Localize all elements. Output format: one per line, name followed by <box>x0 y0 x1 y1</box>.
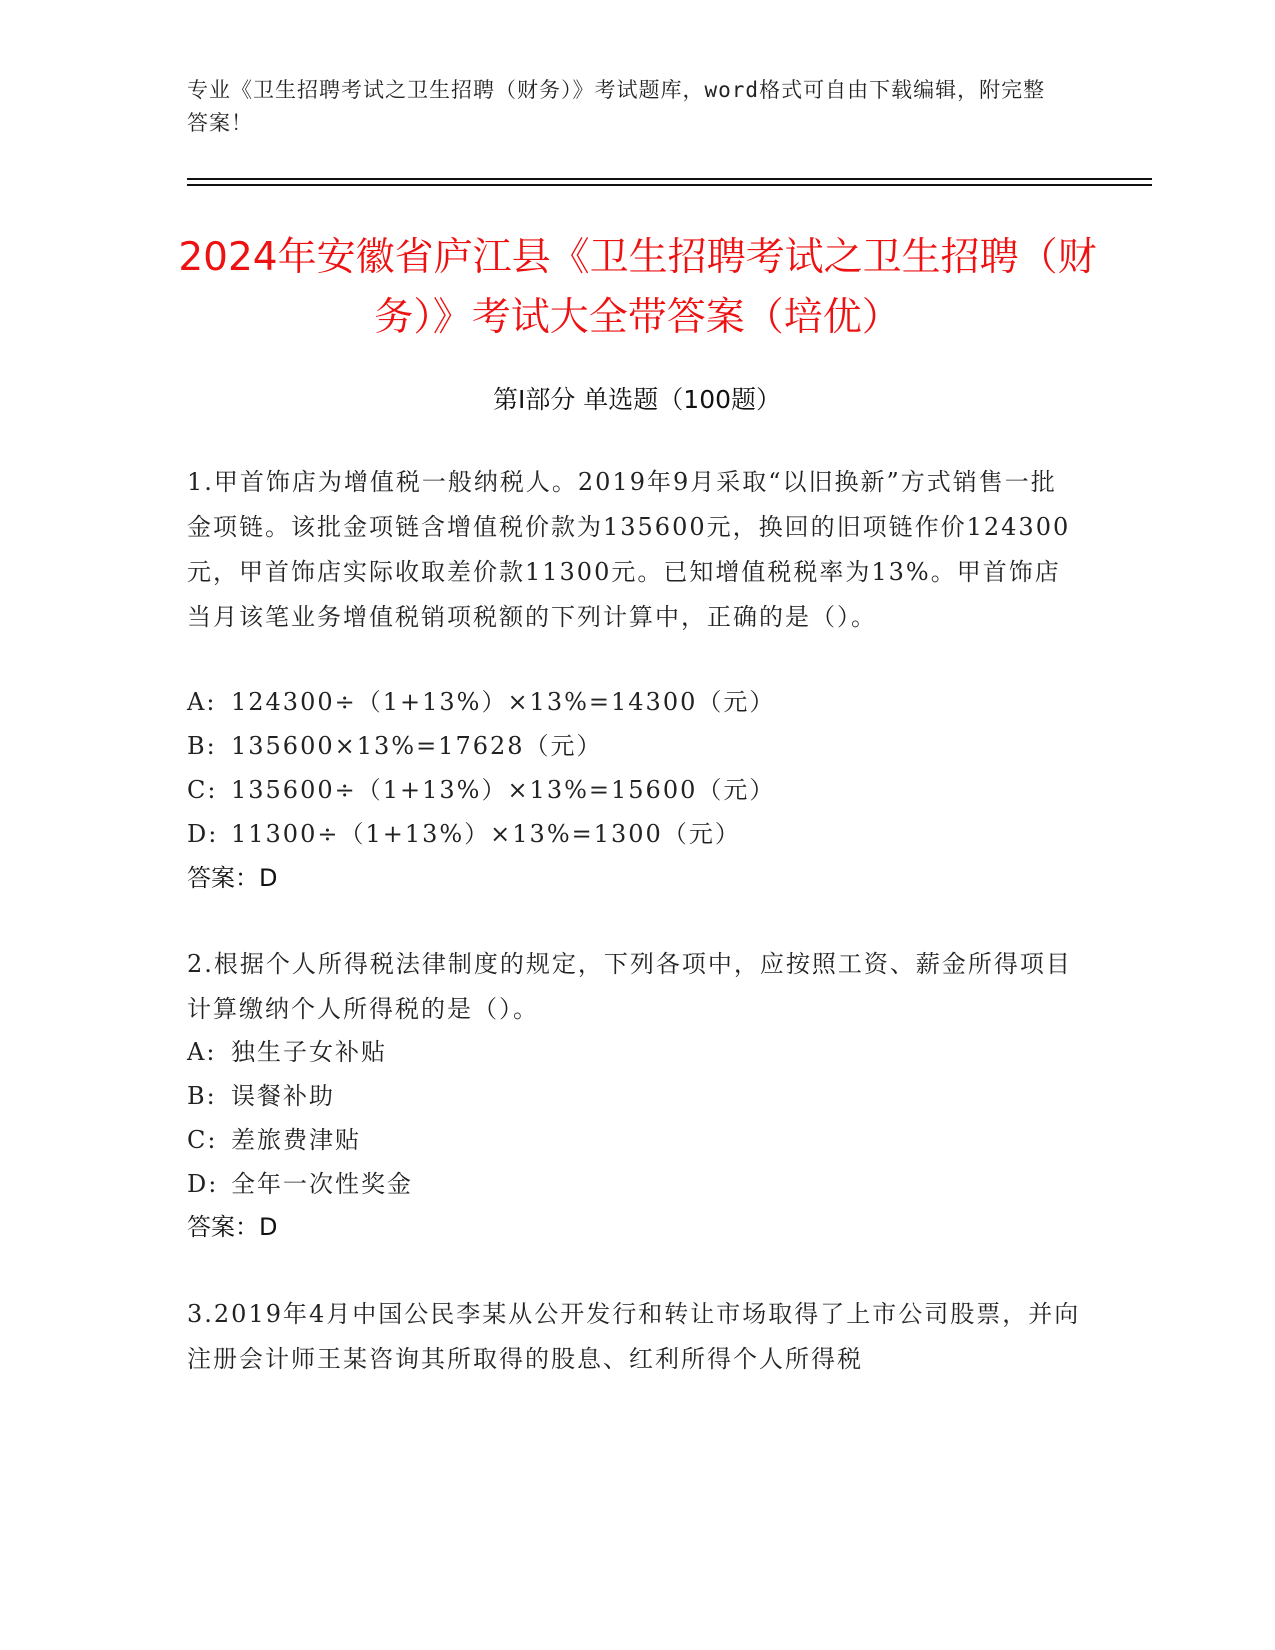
question-2-option-b <box>187 1074 1082 1119</box>
question-1-answer: 答案：D <box>187 864 278 892</box>
option-letter: B: <box>187 1082 217 1110</box>
question-3-text: 3.2019年4月中国公民李某从公开发行和转让市场取得了上市公司股票，并向注册会计师王某咨询其所取得的股息、红利所得个人所得税 <box>187 1300 1081 1373</box>
document-title: 2024年安徽省庐江县《卫生招聘考试之卫生招聘（财务）》考试大全带答案（培优） <box>178 235 1097 340</box>
question-2-option-a <box>187 1030 1082 1075</box>
option-letter: C: <box>187 776 218 804</box>
option-letter: C: <box>187 1126 218 1154</box>
header-divider-bottom <box>187 184 1152 186</box>
option-text: 11300÷（1+13%）×13%=1300（元） <box>231 820 741 848</box>
option-text: 全年一次性奖金 <box>231 1170 413 1198</box>
section-heading: 第I部分 单选题（100题） <box>492 385 782 414</box>
question-1-option-c <box>187 768 1082 813</box>
question-1-text: 1.甲首饰店为增值税一般纳税人。2019年9月采取“以旧换新”方式销售一批金项链。该批金项链含增值税价款为135600元，换回的旧项链作价124300元，甲首饰店实际收取差价款11300元。已知增值税税率为13%。甲首饰店当月该笔业务增值税销项税额的下列计算中，正确的是（）。 <box>187 468 1071 631</box>
question-2-answer: 答案：D <box>187 1213 278 1241</box>
question-1-option-a <box>187 680 1082 725</box>
option-text: 135600÷（1+13%）×13%=15600（元） <box>231 776 776 804</box>
question-2-text: 2.根据个人所得税法律制度的规定，下列各项中，应按照工资、薪金所得项目计算缴纳个人所得税的是（）。 <box>187 950 1072 1023</box>
question-2-option-d <box>187 1162 1082 1207</box>
option-text: 差旅费津贴 <box>231 1126 361 1154</box>
option-letter: A: <box>187 1038 217 1066</box>
option-letter: B: <box>187 732 217 760</box>
option-letter: D: <box>187 820 219 848</box>
option-text: 独生子女补贴 <box>231 1038 387 1066</box>
option-letter: D: <box>187 1170 219 1198</box>
option-letter: A: <box>187 688 217 716</box>
header-note: 专业《卫生招聘考试之卫生招聘（财务）》考试题库，word格式可自由下载编辑，附完整答案！ <box>187 78 1046 135</box>
header-divider-top <box>187 178 1152 180</box>
option-text: 124300÷（1+13%）×13%=14300（元） <box>231 688 776 716</box>
option-text: 135600×13%=17628（元） <box>231 732 603 760</box>
option-text: 误餐补助 <box>231 1082 335 1110</box>
question-1-option-b <box>187 724 1082 769</box>
question-2-option-c <box>187 1118 1082 1163</box>
question-1-option-d <box>187 812 1082 857</box>
